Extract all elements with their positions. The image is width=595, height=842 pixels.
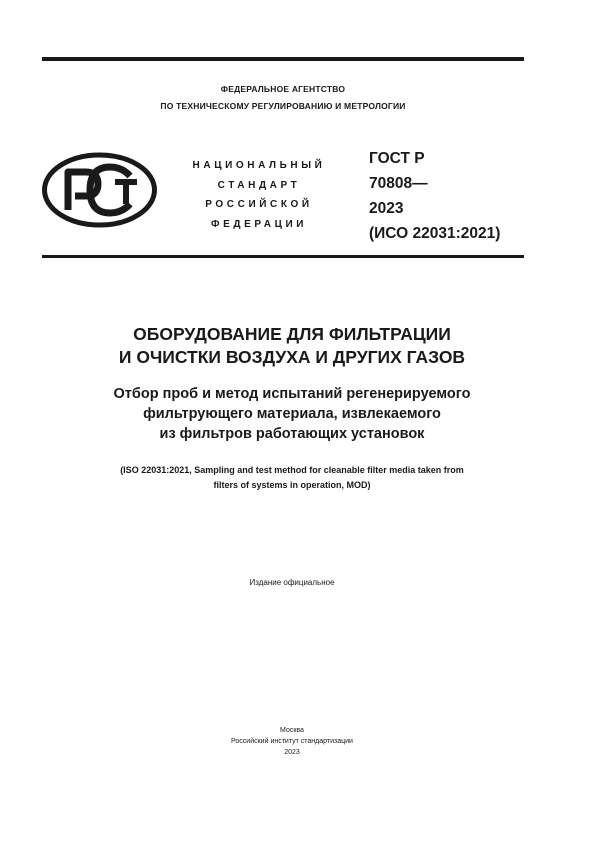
title-line: И ОЧИСТКИ ВОЗДУХА И ДРУГИХ ГАЗОВ [118, 347, 466, 367]
iso-reference [42, 463, 542, 493]
subtitle-line: Отбор проб и метод испытаний регенерируемого [113, 386, 471, 402]
subtitle-line: из фильтров работающих установок [159, 426, 425, 442]
iso-reference-line: (ISO 22031:2021, Sampling and test method for cleanable filter media taken from [120, 465, 464, 475]
title-line: ОБОРУДОВАНИЕ ДЛЯ ФИЛЬТРАЦИИ [133, 324, 451, 344]
agency-name-line2: ПО ТЕХНИЧЕСКОМУ РЕГУЛИРОВАНИЮ И МЕТРОЛОГИИ [160, 101, 406, 111]
national-standard-line: НАЦИОНАЛЬНЫЙ [192, 160, 326, 171]
standard-designation [369, 146, 500, 246]
bottom-rule [42, 255, 524, 258]
national-standard-line: ФЕДЕРАЦИИ [210, 218, 308, 230]
agency-name-line1: ФЕДЕРАЛЬНОЕ АГЕНТСТВО [220, 84, 346, 94]
designation-line: ГОСТ Р [369, 150, 425, 167]
top-rule [42, 57, 524, 61]
imprint-year: 2023 [284, 749, 300, 756]
rst-mark-icon [42, 152, 157, 228]
subtitle-line: фильтрующего материала, извлекаемого [143, 406, 441, 422]
designation-line: (ИСО 22031:2021) [369, 225, 501, 242]
national-standard-line: РОССИЙСКОЙ [205, 199, 313, 210]
document-subtitle [42, 384, 542, 444]
iso-reference-line: filters of systems in operation, MOD) [213, 480, 371, 490]
national-standard-line: СТАНДАРТ [217, 179, 301, 191]
publisher-imprint [42, 725, 542, 758]
designation-line: 2023 [369, 200, 404, 217]
document-title [42, 323, 542, 369]
national-standard-block [170, 156, 348, 234]
imprint-publisher: Российский институт стандартизации [231, 738, 353, 745]
official-edition-label: Издание официальное [249, 578, 335, 587]
imprint-city: Москва [280, 727, 304, 734]
designation-line: 70808— [369, 175, 428, 192]
